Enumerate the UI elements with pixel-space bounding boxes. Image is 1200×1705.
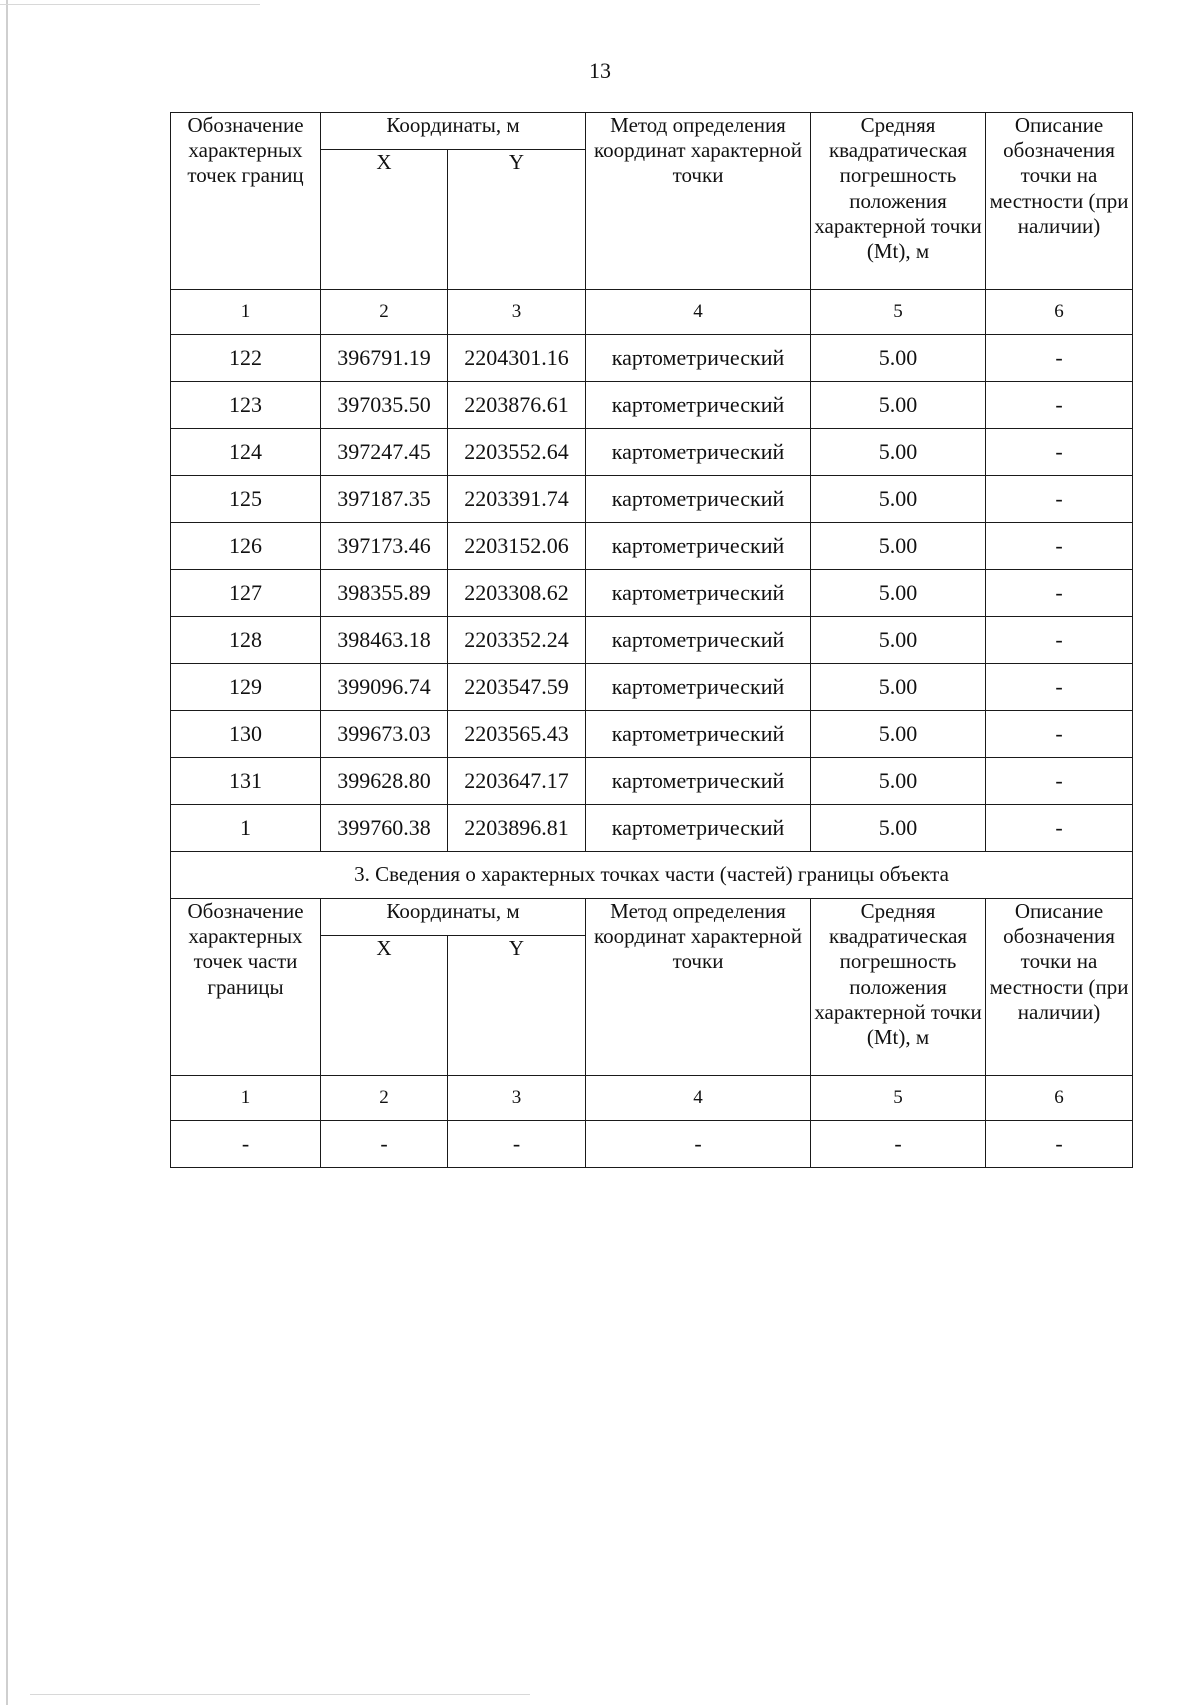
error-cell: 5.00 <box>811 476 986 523</box>
scan-edge <box>6 0 8 1705</box>
column-number: 5 <box>811 1076 986 1121</box>
table-row <box>171 570 1133 617</box>
header-description: Описание обозначения точки на местности (при наличии) <box>986 113 1133 290</box>
point-id-cell: 123 <box>171 382 321 429</box>
table-row <box>171 664 1133 711</box>
error-cell: 5.00 <box>811 429 986 476</box>
scan-edge <box>30 1694 530 1695</box>
y-coordinate-cell: 2203647.17 <box>448 758 586 805</box>
description-cell: - <box>986 429 1133 476</box>
error-cell: 5.00 <box>811 570 986 617</box>
column-number: 6 <box>986 290 1133 335</box>
y-coordinate-cell: 2203565.43 <box>448 711 586 758</box>
y-coordinate-cell: 2203876.61 <box>448 382 586 429</box>
x-coordinate-cell: 399673.03 <box>321 711 448 758</box>
x-coordinate-cell: - <box>321 1121 448 1168</box>
column-number: 1 <box>171 290 321 335</box>
table-row <box>171 758 1133 805</box>
x-coordinate-cell: 397187.35 <box>321 476 448 523</box>
column-number-row <box>171 1076 1133 1121</box>
y-coordinate-cell: 2203352.24 <box>448 617 586 664</box>
description-cell: - <box>986 335 1133 382</box>
method-cell: картометрический <box>586 429 811 476</box>
x-coordinate-cell: 399096.74 <box>321 664 448 711</box>
header-method: Метод определения координат характерной точки <box>586 113 811 290</box>
table-row <box>171 1121 1133 1168</box>
section-title: 3. Сведения о характерных точках части (частей) границы объекта <box>171 852 1133 899</box>
method-cell: картометрический <box>586 805 811 852</box>
point-id-cell: - <box>171 1121 321 1168</box>
column-number: 5 <box>811 290 986 335</box>
error-cell: 5.00 <box>811 335 986 382</box>
scan-edge <box>0 4 260 5</box>
header-method: Метод определения координат характерной точки <box>586 899 811 1076</box>
header-error: Средняя квадратическая погрешность положения характерной точки (Mt), м <box>811 113 986 290</box>
y-coordinate-cell: 2203308.62 <box>448 570 586 617</box>
y-coordinate-cell: 2204301.16 <box>448 335 586 382</box>
method-cell: - <box>586 1121 811 1168</box>
y-coordinate-cell: 2203896.81 <box>448 805 586 852</box>
error-cell: 5.00 <box>811 523 986 570</box>
point-id-cell: 129 <box>171 664 321 711</box>
column-number: 2 <box>321 290 448 335</box>
x-coordinate-cell: 397247.45 <box>321 429 448 476</box>
error-cell: 5.00 <box>811 711 986 758</box>
column-number-row <box>171 290 1133 335</box>
header-description: Описание обозначения точки на местности (при наличии) <box>986 899 1133 1076</box>
table-row <box>171 523 1133 570</box>
table-row <box>171 617 1133 664</box>
column-number: 1 <box>171 1076 321 1121</box>
x-coordinate-cell: 398463.18 <box>321 617 448 664</box>
description-cell: - <box>986 570 1133 617</box>
point-id-cell: 130 <box>171 711 321 758</box>
x-coordinate-cell: 396791.19 <box>321 335 448 382</box>
point-id-cell: 127 <box>171 570 321 617</box>
y-coordinate-cell: 2203552.64 <box>448 429 586 476</box>
error-cell: 5.00 <box>811 805 986 852</box>
error-cell: 5.00 <box>811 664 986 711</box>
point-id-cell: 131 <box>171 758 321 805</box>
description-cell: - <box>986 805 1133 852</box>
header-y: Y <box>448 150 586 290</box>
table-row <box>171 382 1133 429</box>
page-number: 13 <box>589 58 611 83</box>
column-number: 6 <box>986 1076 1133 1121</box>
header-x: X <box>321 150 448 290</box>
description-cell: - <box>986 711 1133 758</box>
description-cell: - <box>986 523 1133 570</box>
x-coordinate-cell: 398355.89 <box>321 570 448 617</box>
y-coordinate-cell: 2203152.06 <box>448 523 586 570</box>
method-cell: картометрический <box>586 617 811 664</box>
point-id-cell: 124 <box>171 429 321 476</box>
header-designation: Обозначение характерных точек границ <box>171 113 321 290</box>
method-cell: картометрический <box>586 570 811 617</box>
header-y: Y <box>448 936 586 1076</box>
method-cell: картометрический <box>586 335 811 382</box>
y-coordinate-cell: 2203391.74 <box>448 476 586 523</box>
description-cell: - <box>986 382 1133 429</box>
x-coordinate-cell: 397035.50 <box>321 382 448 429</box>
table-row <box>171 711 1133 758</box>
column-number: 4 <box>586 290 811 335</box>
point-id-cell: 122 <box>171 335 321 382</box>
table-row <box>171 429 1133 476</box>
header-coordinates: Координаты, м <box>321 113 586 150</box>
coordinates-table <box>170 112 1133 1168</box>
method-cell: картометрический <box>586 382 811 429</box>
description-cell: - <box>986 617 1133 664</box>
error-cell: 5.00 <box>811 758 986 805</box>
error-cell: - <box>811 1121 986 1168</box>
description-cell: - <box>986 476 1133 523</box>
table-row <box>171 476 1133 523</box>
description-cell: - <box>986 664 1133 711</box>
method-cell: картометрический <box>586 523 811 570</box>
column-number: 2 <box>321 1076 448 1121</box>
point-id-cell: 126 <box>171 523 321 570</box>
header-x: X <box>321 936 448 1076</box>
y-coordinate-cell: - <box>448 1121 586 1168</box>
point-id-cell: 125 <box>171 476 321 523</box>
table-row <box>171 805 1133 852</box>
point-id-cell: 1 <box>171 805 321 852</box>
column-number: 3 <box>448 1076 586 1121</box>
column-number: 4 <box>586 1076 811 1121</box>
point-id-cell: 128 <box>171 617 321 664</box>
header-coordinates: Координаты, м <box>321 899 586 936</box>
method-cell: картометрический <box>586 758 811 805</box>
x-coordinate-cell: 397173.46 <box>321 523 448 570</box>
x-coordinate-cell: 399628.80 <box>321 758 448 805</box>
method-cell: картометрический <box>586 664 811 711</box>
error-cell: 5.00 <box>811 382 986 429</box>
header-designation: Обозначение характерных точек части границы <box>171 899 321 1076</box>
x-coordinate-cell: 399760.38 <box>321 805 448 852</box>
method-cell: картометрический <box>586 711 811 758</box>
column-number: 3 <box>448 290 586 335</box>
description-cell: - <box>986 758 1133 805</box>
method-cell: картометрический <box>586 476 811 523</box>
y-coordinate-cell: 2203547.59 <box>448 664 586 711</box>
description-cell: - <box>986 1121 1133 1168</box>
error-cell: 5.00 <box>811 617 986 664</box>
table-row <box>171 335 1133 382</box>
header-error: Средняя квадратическая погрешность положения характерной точки (Mt), м <box>811 899 986 1076</box>
